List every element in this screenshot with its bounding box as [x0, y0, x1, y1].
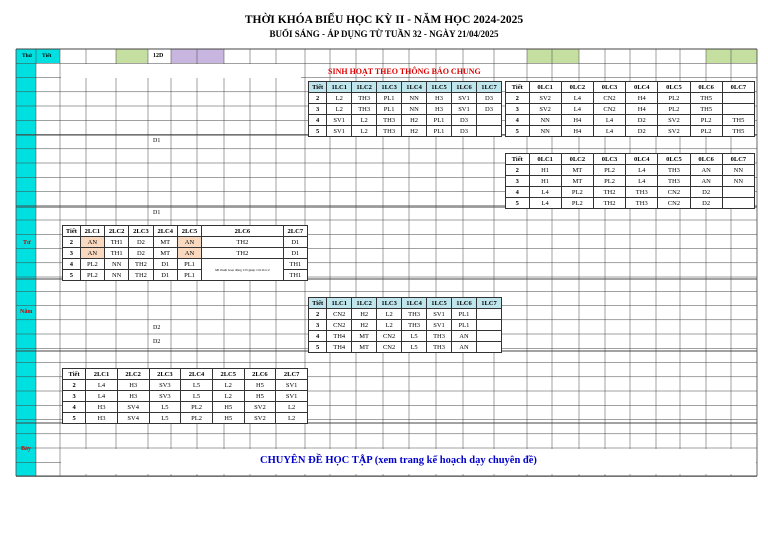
column-header: 1LC2	[352, 82, 377, 93]
table-row	[309, 115, 502, 126]
table-cell: CN2	[658, 198, 690, 209]
column-header: Tiết	[309, 82, 327, 93]
table-cell: TH4	[327, 331, 352, 342]
table-row	[63, 259, 308, 270]
header-tiet: Tiết	[42, 53, 52, 59]
table-cell: 5	[309, 126, 327, 137]
table-cell: L2	[377, 320, 402, 331]
table-cell: PL2	[593, 176, 625, 187]
column-header: 1LC1	[327, 298, 352, 309]
table-cell: L4	[561, 93, 593, 104]
table-cell: H2	[352, 320, 377, 331]
table-cell: CN2	[658, 187, 690, 198]
table-cell: PL2	[690, 115, 722, 126]
table-cell: Mĩ thuật hoạt động CN ghép với 2LC2	[202, 259, 283, 281]
header-room: 12D	[153, 53, 164, 59]
table-cell: 4	[309, 331, 327, 342]
column-header: 0LC2	[561, 154, 593, 165]
table-cell: H5	[244, 380, 276, 391]
table-cell: NN	[105, 259, 129, 270]
table-cell: TH3	[427, 331, 452, 342]
table-cell: L4	[593, 115, 625, 126]
loose-label: D2	[153, 325, 161, 331]
table-cell: SV1	[427, 309, 452, 320]
table-cell: MT	[153, 237, 177, 248]
table-cell: D1	[153, 259, 177, 270]
table-cell: SV3	[149, 380, 181, 391]
table-cell: TH3	[626, 187, 658, 198]
table-cell: D2	[690, 198, 722, 209]
table-cell: TH3	[626, 198, 658, 209]
table-cell: MT	[352, 331, 377, 342]
table-cell: L4	[561, 104, 593, 115]
table-cell: 2	[309, 93, 327, 104]
table-cell: TH4	[327, 342, 352, 353]
table-cell: D3	[452, 115, 477, 126]
column-header: 1LC1	[327, 82, 352, 93]
column-header: 2LC7	[283, 226, 307, 237]
table-header-row	[309, 82, 502, 93]
table-cell: AN	[80, 237, 104, 248]
table-cell: L4	[86, 391, 118, 402]
column-header: 1LC6	[452, 82, 477, 93]
table-cell: AN	[690, 176, 722, 187]
column-header: 2LC5	[212, 369, 244, 380]
day-label-bay: Bảy	[21, 446, 32, 452]
table-cell	[722, 198, 754, 209]
table-row	[506, 165, 755, 176]
table-cell: TH5	[690, 104, 722, 115]
table-cell: PL2	[593, 165, 625, 176]
table-row	[309, 93, 502, 104]
table-cell: PL2	[80, 259, 104, 270]
column-header: Tiết	[309, 298, 327, 309]
table-cell: TH3	[352, 104, 377, 115]
table-cell: TH1	[283, 270, 307, 281]
table-cell: L2	[327, 104, 352, 115]
table-cell: 5	[506, 198, 530, 209]
table-cell: SV2	[244, 402, 276, 413]
table-header-row	[63, 226, 308, 237]
table-cell: TH3	[658, 165, 690, 176]
table-cell: L4	[626, 176, 658, 187]
schedule-table-0lc-a	[505, 81, 755, 137]
table-cell	[476, 320, 501, 331]
column-header: 2LC2	[117, 369, 149, 380]
table-cell: PL2	[181, 413, 213, 424]
table-cell: NN	[722, 165, 754, 176]
table-cell: NN	[722, 176, 754, 187]
table-cell: NN	[529, 115, 561, 126]
table-cell: PL1	[427, 115, 452, 126]
table-cell: 3	[63, 248, 81, 259]
header-cell-green	[706, 49, 757, 63]
sinh-hoat-band	[61, 64, 301, 78]
column-header: Tiết	[63, 369, 86, 380]
table-cell: 2	[63, 380, 86, 391]
table-cell: L2	[352, 115, 377, 126]
table-cell: PL2	[658, 93, 690, 104]
table-cell: SV1	[276, 391, 308, 402]
table-cell: CN2	[593, 93, 625, 104]
table-cell: NN	[402, 104, 427, 115]
table-row	[506, 176, 755, 187]
column-header: 0LC1	[529, 82, 561, 93]
table-cell: AN	[177, 248, 201, 259]
table-cell: L2	[327, 93, 352, 104]
table-cell: D2	[129, 237, 153, 248]
table-cell: H1	[529, 165, 561, 176]
table-cell: SV1	[452, 104, 477, 115]
column-header: 2LC2	[105, 226, 129, 237]
column-header: 1LC4	[402, 82, 427, 93]
table-cell: H5	[212, 413, 244, 424]
column-header: 2LC3	[149, 369, 181, 380]
table-cell: TH2	[129, 270, 153, 281]
table-cell: H2	[352, 309, 377, 320]
loose-label: D2	[153, 339, 161, 345]
table-cell: L2	[276, 413, 308, 424]
table-cell: D3	[476, 104, 501, 115]
schedule-table-1lc-a	[308, 81, 502, 137]
day-column	[16, 49, 36, 476]
column-header: Tiết	[63, 226, 81, 237]
header-thu: Thứ	[22, 53, 33, 59]
table-row	[63, 237, 308, 248]
table-cell: TH3	[427, 342, 452, 353]
table-cell: PL1	[377, 104, 402, 115]
table-cell: SV1	[427, 320, 452, 331]
column-header: 2LC3	[129, 226, 153, 237]
table-cell: L2	[377, 309, 402, 320]
table-cell: L4	[593, 126, 625, 137]
table-row	[63, 413, 308, 424]
table-cell: MT	[352, 342, 377, 353]
table-cell: H3	[86, 413, 118, 424]
table-cell: SV3	[149, 391, 181, 402]
table-cell: CN2	[377, 342, 402, 353]
table-cell: NN	[105, 270, 129, 281]
table-header-row	[63, 369, 308, 380]
table-cell: 5	[63, 413, 86, 424]
header-cell-purple	[171, 49, 224, 63]
page-subtitle: BUỔI SÁNG - ÁP DỤNG TỪ TUẦN 32 - NGÀY 21/04/2025	[269, 29, 499, 39]
column-header: 0LC6	[690, 82, 722, 93]
table-row	[506, 115, 755, 126]
table-cell: 3	[63, 391, 86, 402]
table-cell: TH1	[105, 237, 129, 248]
column-header: 0LC3	[593, 82, 625, 93]
table-cell: L5	[402, 342, 427, 353]
table-cell: PL1	[452, 320, 477, 331]
table-cell: D3	[476, 93, 501, 104]
table-cell: PL2	[658, 104, 690, 115]
table-cell: PL2	[561, 198, 593, 209]
table-cell: L4	[86, 380, 118, 391]
column-header: 2LC1	[80, 226, 104, 237]
column-header: 0LC5	[658, 154, 690, 165]
column-header: 0LC3	[593, 154, 625, 165]
table-row	[309, 126, 502, 137]
table-cell: AN	[690, 165, 722, 176]
header-cell-green	[527, 49, 579, 63]
column-header: 1LC6	[452, 298, 477, 309]
table-cell: TH2	[593, 198, 625, 209]
table-cell: H3	[117, 391, 149, 402]
table-row	[309, 331, 502, 342]
table-cell: H4	[561, 115, 593, 126]
table-cell	[722, 187, 754, 198]
schedule-table-1lc-b	[308, 297, 502, 353]
table-cell: MT	[153, 248, 177, 259]
table-cell: 2	[63, 237, 81, 248]
table-header-row	[506, 82, 755, 93]
table-cell: AN	[452, 331, 477, 342]
table-cell: D2	[690, 187, 722, 198]
table-row	[506, 104, 755, 115]
day-label-tu: Tư	[23, 240, 31, 246]
table-cell: PL1	[377, 93, 402, 104]
table-cell: D3	[452, 126, 477, 137]
column-header: 1LC5	[427, 298, 452, 309]
column-header: 1LC7	[476, 298, 501, 309]
day-label-nam: Năm	[20, 309, 33, 315]
header-cell-green	[116, 49, 148, 63]
table-cell: SV1	[276, 380, 308, 391]
table-header-row	[506, 154, 755, 165]
table-cell: H2	[402, 126, 427, 137]
table-cell: PL1	[427, 126, 452, 137]
table-cell: PL2	[561, 187, 593, 198]
table-cell: TH2	[202, 237, 283, 248]
table-cell	[476, 342, 501, 353]
loose-label: D1	[153, 210, 161, 216]
table-cell: 2	[506, 93, 530, 104]
column-header: 1LC3	[377, 298, 402, 309]
column-header: 1LC3	[377, 82, 402, 93]
table-row	[506, 187, 755, 198]
table-cell: SV2	[658, 126, 690, 137]
table-cell: H5	[244, 391, 276, 402]
table-cell: L2	[212, 391, 244, 402]
table-cell: D1	[153, 270, 177, 281]
column-header: 1LC2	[352, 298, 377, 309]
table-cell: TH5	[722, 115, 754, 126]
table-cell: TH3	[377, 126, 402, 137]
column-header: 2LC4	[153, 226, 177, 237]
table-cell: 5	[309, 342, 327, 353]
table-cell: PL2	[690, 126, 722, 137]
table-cell: TH1	[283, 259, 307, 270]
table-cell: SV2	[658, 115, 690, 126]
table-cell: 5	[506, 126, 530, 137]
schedule-table-2lc-a	[62, 225, 308, 281]
column-header: 1LC5	[427, 82, 452, 93]
table-cell: H4	[626, 93, 658, 104]
table-row	[63, 402, 308, 413]
column-header: 2LC4	[181, 369, 213, 380]
column-header: 2LC6	[244, 369, 276, 380]
table-row	[309, 309, 502, 320]
table-cell: 2	[309, 309, 327, 320]
chuyen-de-note: CHUYÊN ĐỀ HỌC TẬP (xem trang kế hoạch dạy chuyên đề)	[260, 455, 537, 466]
column-header: 0LC4	[626, 154, 658, 165]
table-cell: SV2	[529, 93, 561, 104]
table-cell: H2	[402, 115, 427, 126]
table-row	[506, 93, 755, 104]
table-cell: D2	[129, 248, 153, 259]
table-cell	[476, 126, 501, 137]
table-cell: PL1	[452, 309, 477, 320]
table-cell: 4	[63, 259, 81, 270]
table-row	[63, 380, 308, 391]
loose-label: D1	[153, 138, 161, 144]
table-cell	[722, 104, 754, 115]
table-cell: TH3	[658, 176, 690, 187]
schedule-table-2lc-b	[62, 368, 308, 424]
table-cell: 4	[63, 402, 86, 413]
table-header-row	[309, 298, 502, 309]
table-cell: SV2	[244, 413, 276, 424]
column-header: 0LC1	[529, 154, 561, 165]
table-cell: 3	[506, 176, 530, 187]
table-cell: 4	[506, 187, 530, 198]
table-cell: CN2	[377, 331, 402, 342]
table-cell: TH3	[402, 320, 427, 331]
table-cell: PL2	[181, 402, 213, 413]
table-cell: H3	[86, 402, 118, 413]
table-cell	[476, 115, 501, 126]
table-cell: L2	[212, 380, 244, 391]
table-cell: H3	[427, 104, 452, 115]
table-cell: H3	[427, 93, 452, 104]
table-row	[506, 126, 755, 137]
table-cell	[722, 93, 754, 104]
table-cell: PL1	[177, 270, 201, 281]
column-header: 1LC4	[402, 298, 427, 309]
table-cell: H3	[117, 380, 149, 391]
table-cell: L5	[149, 413, 181, 424]
table-cell: AN	[452, 342, 477, 353]
table-cell: NN	[529, 126, 561, 137]
table-cell: TH3	[352, 93, 377, 104]
table-cell: H4	[561, 126, 593, 137]
table-cell: SV1	[327, 115, 352, 126]
table-cell: D1	[283, 248, 307, 259]
table-cell: 5	[63, 270, 81, 281]
table-cell: AN	[177, 237, 201, 248]
table-row	[309, 320, 502, 331]
table-cell: PL2	[80, 270, 104, 281]
table-cell: H5	[212, 402, 244, 413]
table-cell	[476, 331, 501, 342]
table-cell: L4	[626, 165, 658, 176]
table-cell: L5	[181, 391, 213, 402]
table-row	[63, 248, 308, 259]
schedule-table-0lc-b	[505, 153, 755, 209]
column-header: 0LC6	[690, 154, 722, 165]
column-header: 2LC5	[177, 226, 201, 237]
column-header: 2LC6	[202, 226, 283, 237]
table-cell	[476, 309, 501, 320]
table-cell: TH1	[105, 248, 129, 259]
sinh-hoat-note: SINH HOẠT THEO THÔNG BÁO CHUNG	[328, 67, 481, 76]
table-cell: SV2	[529, 104, 561, 115]
column-header: 2LC7	[276, 369, 308, 380]
table-cell: 4	[506, 115, 530, 126]
table-cell: NN	[402, 93, 427, 104]
table-cell: TH3	[377, 115, 402, 126]
column-header: 0LC7	[722, 82, 754, 93]
table-cell: TH2	[202, 248, 283, 259]
table-row	[506, 198, 755, 209]
table-cell: D2	[626, 126, 658, 137]
table-cell: L2	[276, 402, 308, 413]
column-header: 0LC4	[626, 82, 658, 93]
table-cell: CN2	[327, 320, 352, 331]
table-cell: CN2	[327, 309, 352, 320]
table-cell: L2	[352, 126, 377, 137]
column-header: 0LC5	[658, 82, 690, 93]
table-cell: MT	[561, 165, 593, 176]
column-header: 0LC2	[561, 82, 593, 93]
table-cell: SV1	[452, 93, 477, 104]
table-cell: 3	[309, 320, 327, 331]
column-header: Tiết	[506, 154, 530, 165]
table-cell: 3	[506, 104, 530, 115]
table-cell: TH5	[690, 93, 722, 104]
table-cell: L5	[181, 380, 213, 391]
column-header: 1LC7	[476, 82, 501, 93]
table-cell: 4	[309, 115, 327, 126]
table-cell: SV4	[117, 402, 149, 413]
table-row	[309, 104, 502, 115]
table-cell: SV1	[327, 126, 352, 137]
table-cell: AN	[80, 248, 104, 259]
table-cell: H4	[626, 104, 658, 115]
table-cell: H1	[529, 176, 561, 187]
table-cell: L4	[529, 198, 561, 209]
table-cell: L5	[402, 331, 427, 342]
table-cell: TH5	[722, 126, 754, 137]
table-row	[309, 342, 502, 353]
column-header: Tiết	[506, 82, 530, 93]
table-cell: TH3	[402, 309, 427, 320]
table-cell: 2	[506, 165, 530, 176]
table-row	[63, 391, 308, 402]
table-cell: CN2	[593, 104, 625, 115]
column-header: 0LC7	[722, 154, 754, 165]
page-title: THỜI KHÓA BIỂU HỌC KỲ II - NĂM HỌC 2024-2025	[244, 14, 524, 26]
table-cell: TH2	[129, 259, 153, 270]
table-cell: D1	[283, 237, 307, 248]
table-cell: SV4	[117, 413, 149, 424]
table-cell: L5	[149, 402, 181, 413]
table-cell: D2	[626, 115, 658, 126]
table-cell: PL1	[177, 259, 201, 270]
table-cell: L4	[529, 187, 561, 198]
table-cell: 3	[309, 104, 327, 115]
table-cell: TH2	[593, 187, 625, 198]
table-cell: MT	[561, 176, 593, 187]
column-header: 2LC1	[86, 369, 118, 380]
